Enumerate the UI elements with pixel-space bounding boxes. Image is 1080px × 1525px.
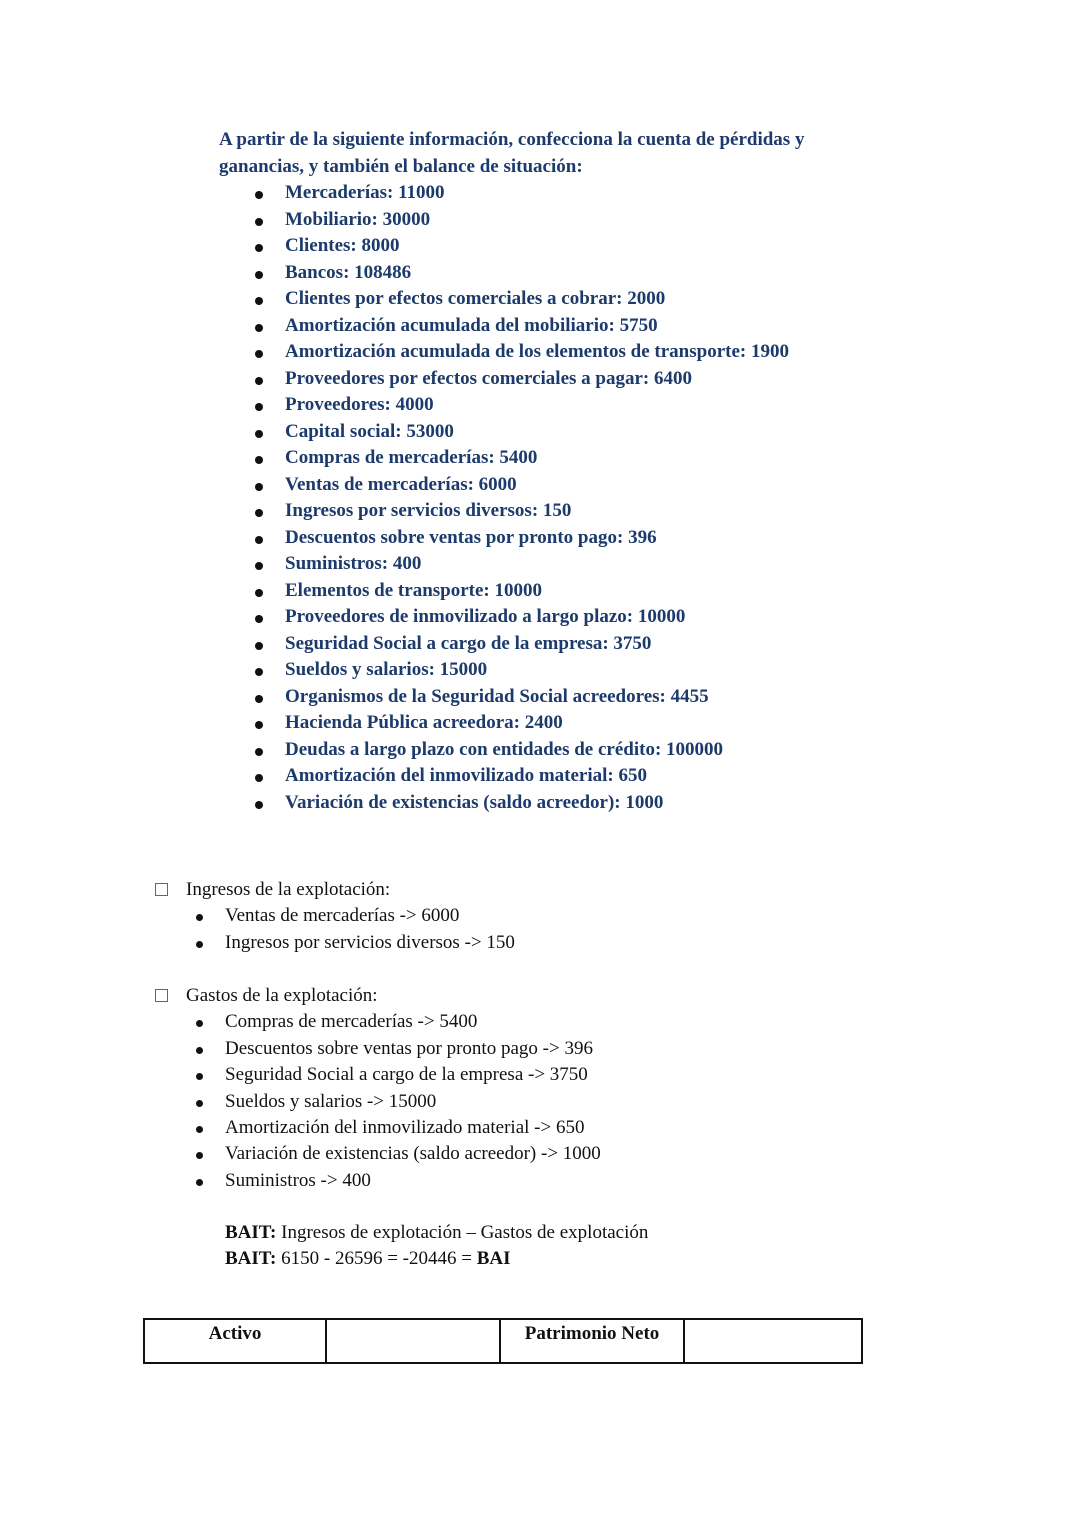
list-item: Suministros -> 400 <box>155 1168 601 1194</box>
bait-label: BAIT: <box>225 1248 277 1270</box>
bullet-icon <box>255 668 263 676</box>
bullet-icon <box>255 536 263 544</box>
list-item: Amortización acumulada de los elementos de transporte: 1900 <box>219 339 859 366</box>
bullet-icon <box>196 1126 203 1133</box>
bullet-icon <box>255 801 263 809</box>
list-item: Descuentos sobre ventas por pronto pago: 396 <box>219 525 859 552</box>
list-item: Compras de mercaderías -> 5400 <box>155 1009 601 1035</box>
bullet-icon <box>255 430 263 438</box>
list-item: Ventas de mercaderías -> 6000 <box>155 903 515 929</box>
bullet-icon <box>255 483 263 491</box>
gastos-heading-row <box>155 983 601 1009</box>
statement-intro-line-2: ganancias, y también el balance de situación: <box>219 155 583 177</box>
bait-definition <box>225 1220 648 1246</box>
table-row <box>144 1319 862 1363</box>
bullet-icon <box>255 774 263 782</box>
bullet-icon <box>255 456 263 464</box>
list-item: Capital social: 53000 <box>219 419 859 446</box>
ingresos-heading: Ingresos de la explotación: <box>186 879 391 900</box>
list-item: Proveedores: 4000 <box>219 392 859 419</box>
bait-result <box>225 1246 648 1272</box>
list-item: Seguridad Social a cargo de la empresa -> 3750 <box>155 1062 601 1088</box>
list-item: Variación de existencias (saldo acreedor): 1000 <box>219 790 859 817</box>
list-item: Seguridad Social a cargo de la empresa: 3750 <box>219 631 859 658</box>
bullet-icon <box>255 377 263 385</box>
list-item: Elementos de transporte: 10000 <box>219 578 859 605</box>
list-item: Mobiliario: 30000 <box>219 207 859 234</box>
list-item: Proveedores por efectos comerciales a pagar: 6400 <box>219 366 859 393</box>
bullet-icon <box>255 218 263 226</box>
list-item: Sueldos y salarios: 15000 <box>219 657 859 684</box>
bullet-icon <box>255 615 263 623</box>
bullet-icon <box>196 914 203 921</box>
ingresos-section <box>155 877 515 956</box>
bait-label: BAIT: <box>225 1222 277 1243</box>
list-item: Compras de mercaderías: 5400 <box>219 445 859 472</box>
list-item: Ingresos por servicios diversos -> 150 <box>155 930 515 956</box>
list-item: Organismos de la Seguridad Social acreedores: 4455 <box>219 684 859 711</box>
list-item: Descuentos sobre ventas por pronto pago -> 396 <box>155 1036 601 1062</box>
bullet-icon <box>196 1047 203 1054</box>
bait-values: 6150 - 26596 = -20446 = <box>276 1248 477 1270</box>
list-item: Clientes: 8000 <box>219 233 859 260</box>
ingresos-heading-row <box>155 877 515 903</box>
bullet-icon <box>196 1179 203 1186</box>
bullet-icon <box>255 695 263 703</box>
bullet-icon <box>255 271 263 279</box>
bullet-icon <box>196 1020 203 1027</box>
list-item: Amortización del inmovilizado material: 650 <box>219 763 859 790</box>
list-item: Amortización acumulada del mobiliario: 5750 <box>219 313 859 340</box>
ingresos-list <box>155 903 515 956</box>
exercise-statement <box>219 127 859 816</box>
account-data-list <box>219 180 859 816</box>
bullet-icon <box>196 1152 203 1159</box>
list-item: Deudas a largo plazo con entidades de crédito: 100000 <box>219 737 859 764</box>
list-item: Proveedores de inmovilizado a largo plazo: 10000 <box>219 604 859 631</box>
bullet-icon <box>255 350 263 358</box>
activo-header-cell: Activo <box>144 1319 326 1363</box>
gastos-heading: Gastos de la explotación: <box>186 985 378 1006</box>
bullet-icon <box>255 562 263 570</box>
list-item: Clientes por efectos comerciales a cobrar: 2000 <box>219 286 859 313</box>
bait-formula: Ingresos de explotación – Gastos de explotación <box>276 1222 649 1243</box>
bullet-icon <box>255 589 263 597</box>
gastos-checkbox[interactable] <box>155 989 168 1002</box>
list-item: Suministros: 400 <box>219 551 859 578</box>
bullet-icon <box>255 642 263 650</box>
list-item: Hacienda Pública acreedora: 2400 <box>219 710 859 737</box>
bait-calculation <box>225 1220 648 1273</box>
bai-label: BAI <box>476 1248 511 1270</box>
ingresos-checkbox[interactable] <box>155 883 168 896</box>
bullet-icon <box>196 1073 203 1080</box>
gastos-list <box>155 1009 601 1194</box>
bullet-icon <box>255 191 263 199</box>
patrimonio-value-cell <box>684 1319 862 1363</box>
bullet-icon <box>255 748 263 756</box>
list-item: Ingresos por servicios diversos: 150 <box>219 498 859 525</box>
list-item: Mercaderías: 11000 <box>219 180 859 207</box>
balance-table <box>143 1318 863 1364</box>
activo-value-cell <box>326 1319 500 1363</box>
list-item: Sueldos y salarios -> 15000 <box>155 1089 601 1115</box>
list-item: Variación de existencias (saldo acreedor) -> 1000 <box>155 1141 601 1167</box>
statement-intro-line-1: A partir de la siguiente información, confecciona la cuenta de pérdidas y <box>219 129 805 150</box>
bullet-icon <box>196 941 203 948</box>
patrimonio-header-cell: Patrimonio Neto <box>500 1319 684 1363</box>
bullet-icon <box>255 297 263 305</box>
list-item: Amortización del inmovilizado material -> 650 <box>155 1115 601 1141</box>
list-item: Ventas de mercaderías: 6000 <box>219 472 859 499</box>
bullet-icon <box>255 244 263 252</box>
gastos-section <box>155 983 601 1194</box>
bullet-icon <box>196 1100 203 1107</box>
list-item: Bancos: 108486 <box>219 260 859 287</box>
bullet-icon <box>255 324 263 332</box>
bullet-icon <box>255 721 263 729</box>
bullet-icon <box>255 509 263 517</box>
bullet-icon <box>255 403 263 411</box>
